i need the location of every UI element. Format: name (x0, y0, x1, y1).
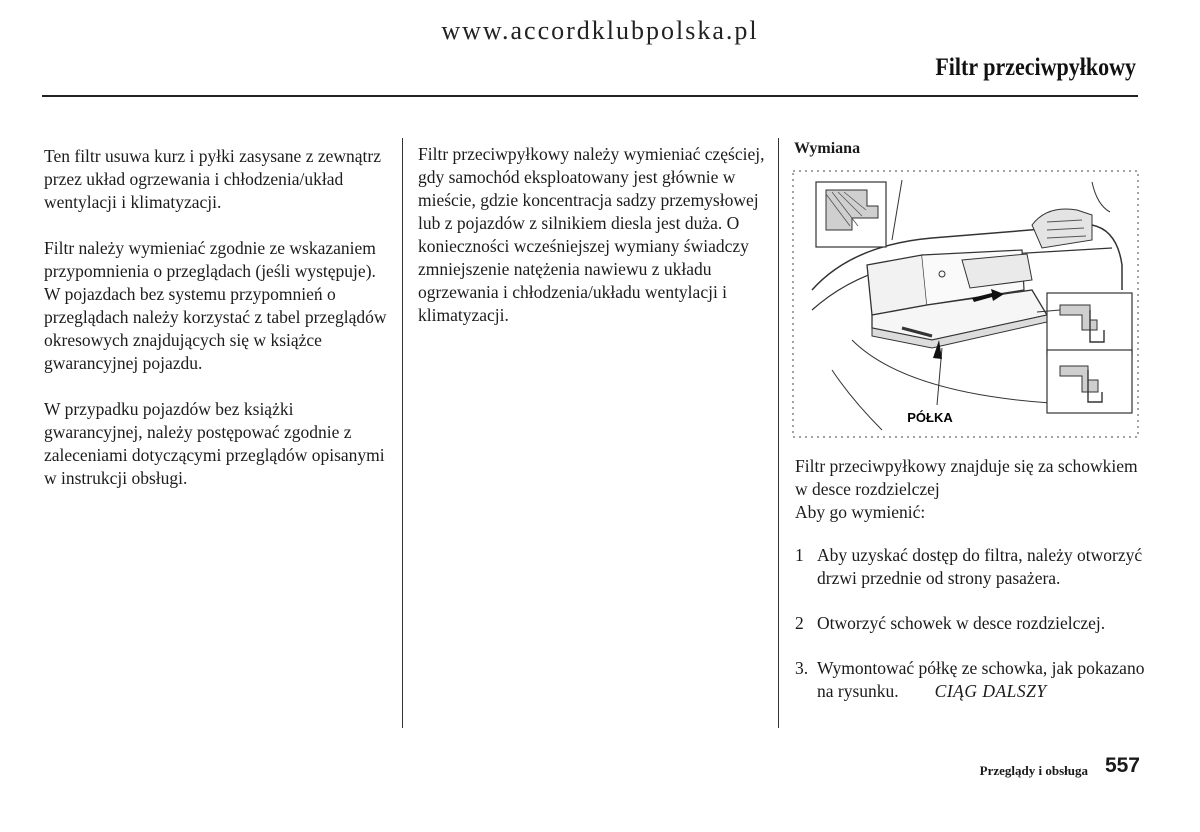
column-3-intro (795, 455, 1140, 524)
header-rule (42, 95, 1138, 97)
paragraph: Filtr należy wymieniać zgodnie ze wskazaniem przypomnienia o przeglądach (jeśli występuje). W pojazdach bez systemu przypomnień o przeglądach należy korzystać z tabel przeglądów okresowych znajdujących się w książce gwarancyjnej pojazdu. (44, 238, 387, 373)
paragraph: Ten filtr usuwa kurz i pyłki zasysane z zewnątrz przez układ ogrzewania i chłodzenia/układ wentylacji i klimatyzacji. (44, 146, 381, 212)
step-number: 3. (795, 658, 809, 678)
list-item (795, 544, 1145, 590)
list-item (795, 612, 1145, 635)
paragraph: Filtr przeciwpyłkowy należy wymieniać częściej, gdy samochód eksploatowany jest głównie w mieście, gdzie koncentracja sadzy przemysłowej lub z pojazdów z silnikiem diesla jest duża. O konieczności wcześniejszej wymiany świadczy zmniejszenie natężenia nawiewu z układu ogrzewania i chłodzenia/układu wentylacji i klimatyzacji. (418, 144, 765, 325)
intro-text-2: Aby go wymienić: (795, 502, 926, 522)
column-1 (44, 145, 389, 490)
column-divider-1 (402, 138, 403, 728)
step-text: Wymontować półkę ze schowka, jak pokazano na rysunku. (817, 658, 1145, 701)
intro-text: Filtr przeciwpyłkowy znajduje się za schowkiem w desce rozdzielczej (795, 456, 1138, 499)
step-text: Aby uzyskać dostęp do filtra, należy otworzyć drzwi przednie od strony pasażera. (817, 545, 1143, 588)
subheading: Wymiana (794, 140, 861, 157)
column-divider-2 (778, 138, 779, 728)
paragraph: W przypadku pojazdów bez książki gwarancyjnej, należy postępować zgodnie z zaleceniami dotyczącymi przeglądów opisanymi w instrukcji obsługi. (44, 399, 385, 488)
step-text: Otworzyć schowek w desce rozdzielczej. (817, 613, 1106, 633)
continued-label: CIĄG DALSZY (934, 681, 1047, 701)
list-item (795, 657, 1145, 703)
step-number: 2 (795, 613, 804, 633)
page-number: 557 (1104, 754, 1140, 777)
watermark: www.accordklubpolska.pl (441, 16, 759, 45)
glovebox-illustration (792, 170, 1139, 438)
column-2 (418, 143, 768, 327)
steps-list (795, 544, 1145, 725)
glovebox-drawing (792, 170, 1139, 438)
figure-label: PÓŁKA (907, 410, 953, 425)
section-title: Filtr przeciwpyłkowy (935, 54, 1136, 81)
step-number: 1 (795, 545, 804, 565)
footer-section-name: Przeglądy i obsługa (979, 763, 1088, 778)
